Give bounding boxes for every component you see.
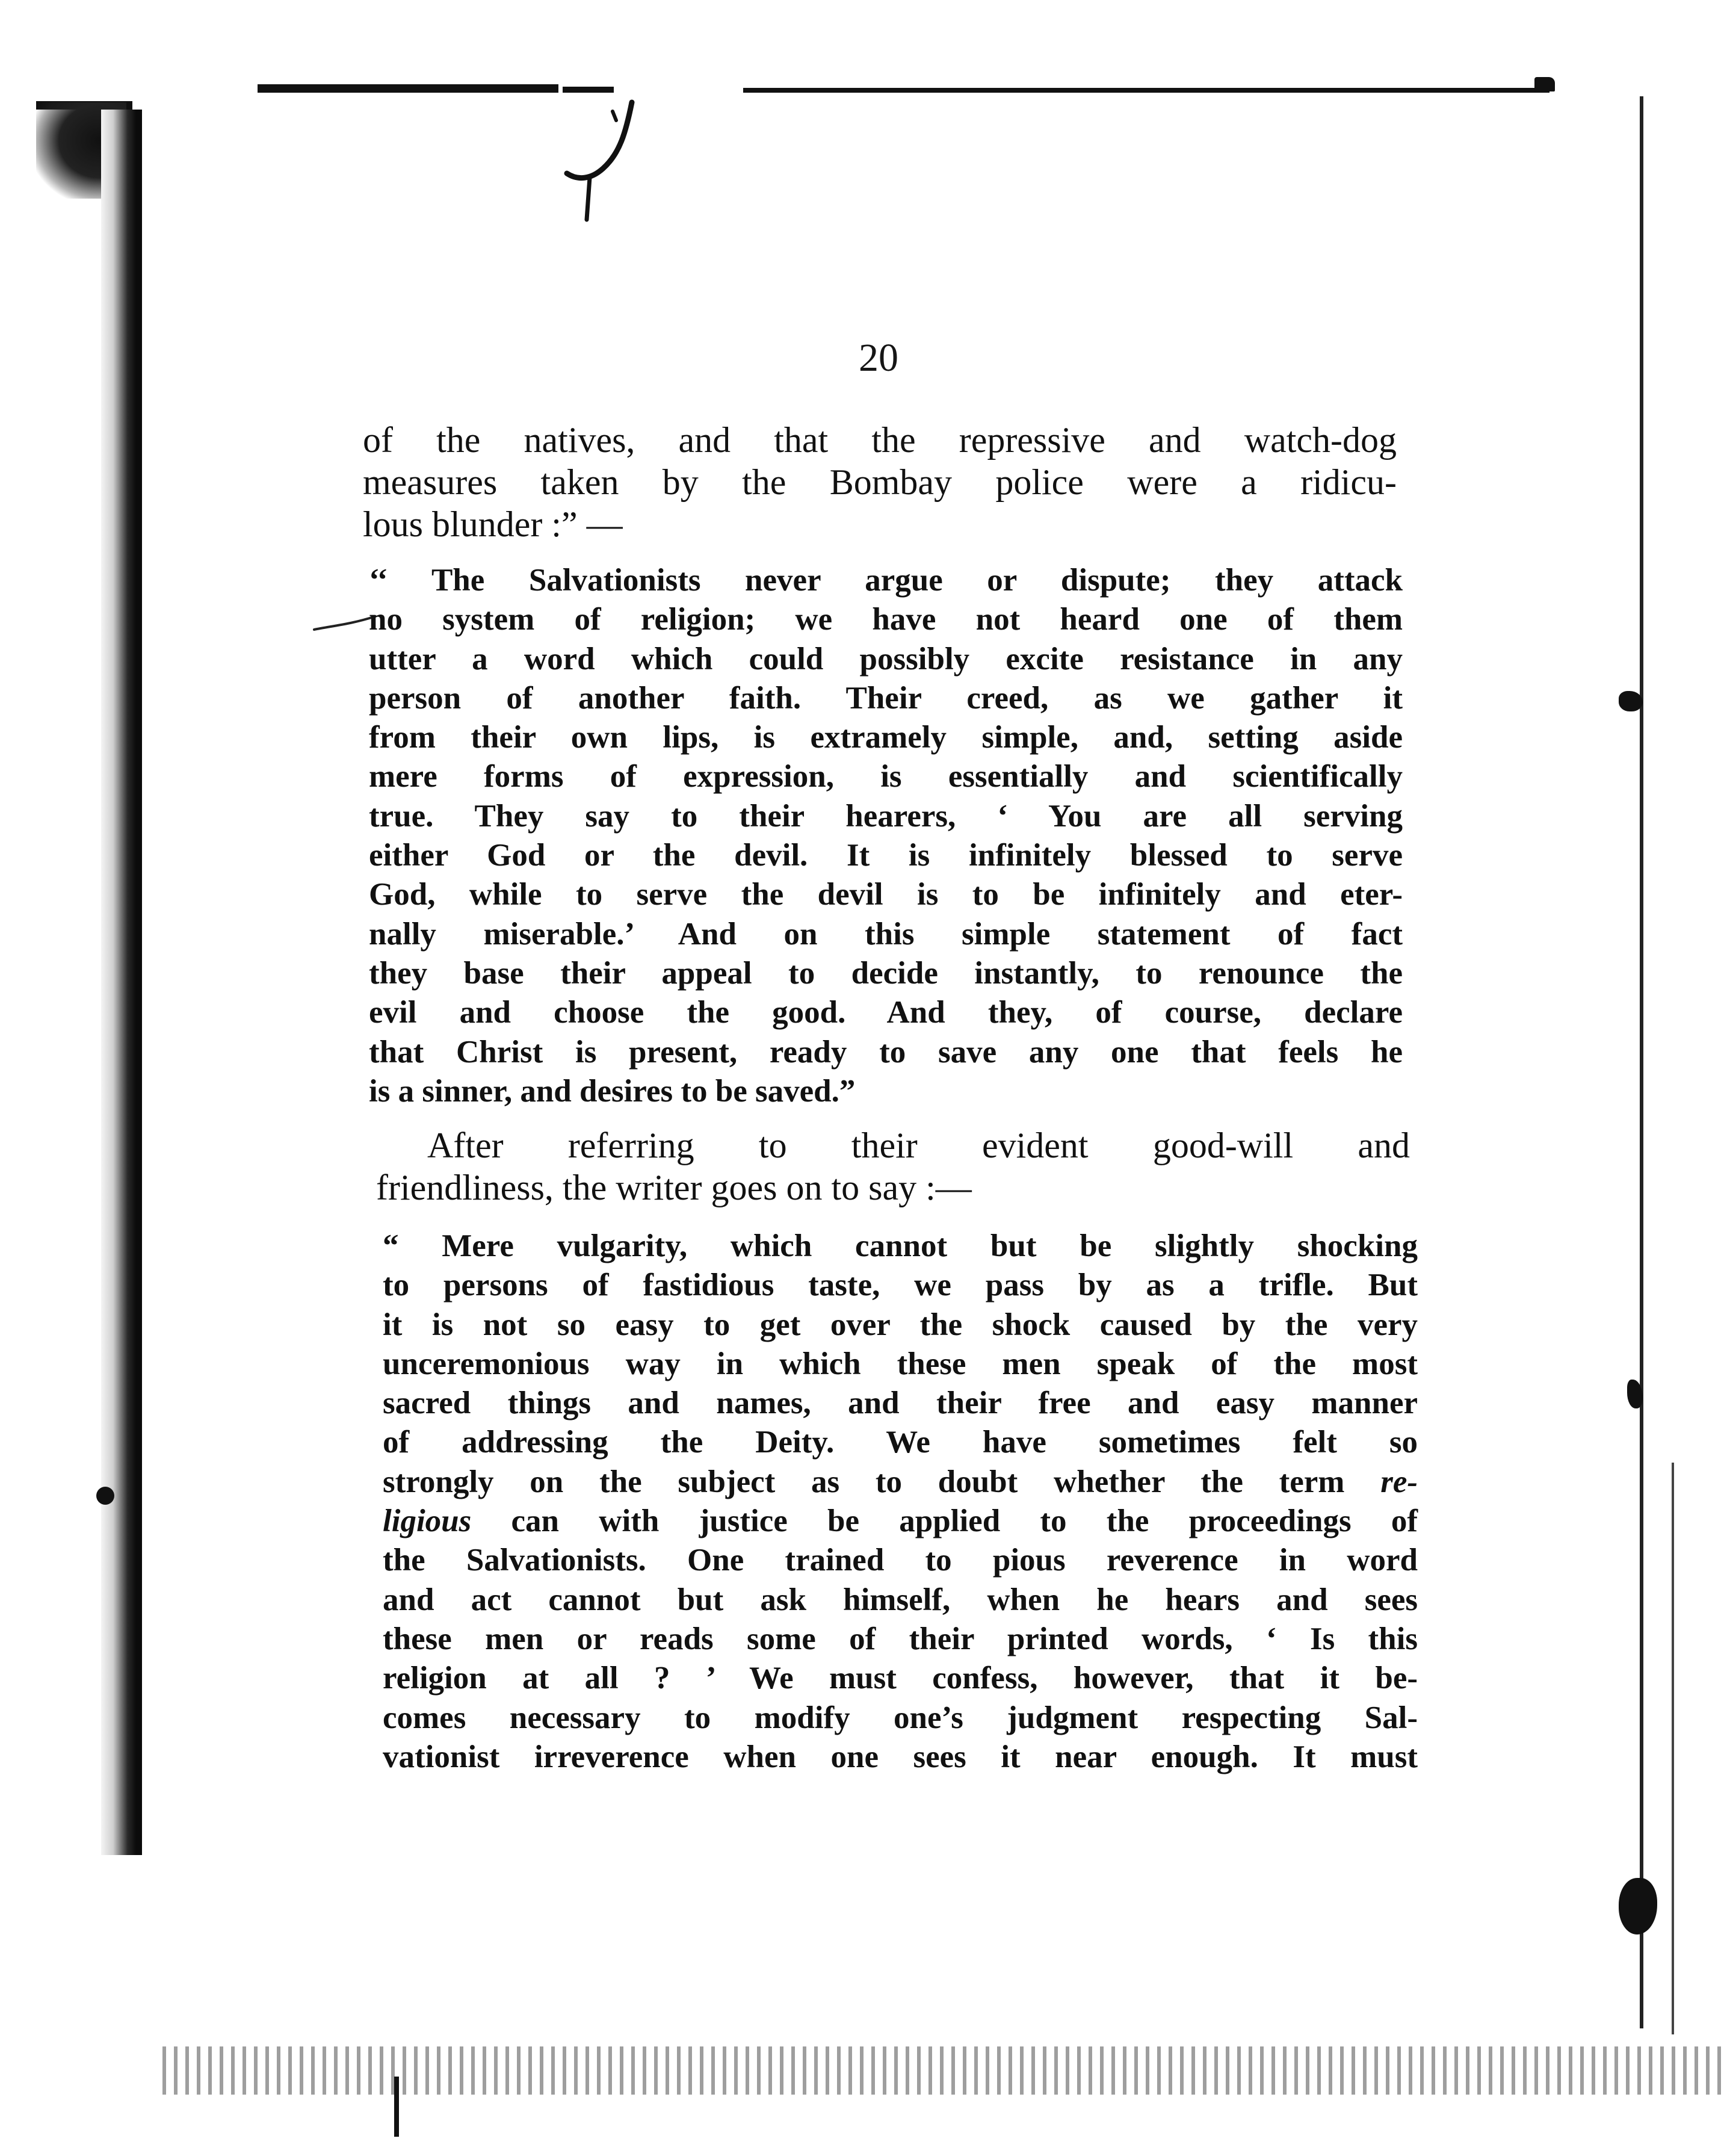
quote-line: is a sinner, and desires to be saved.” xyxy=(369,1073,856,1109)
quote-line: nally miserable.’ And on this simple statement of fact xyxy=(369,916,1403,952)
right-outer-edge-line xyxy=(1672,1463,1674,2034)
text-line: After referring to their evident good-will and xyxy=(427,1126,1410,1165)
text-line: measures taken by the Bombay police were a ridicu- xyxy=(363,462,1397,502)
quote-line: to persons of fastidious taste, we pass by as a trifle. But xyxy=(383,1268,1418,1303)
quote-line: comes necessary to modify one’s judgment respecting Sal- xyxy=(383,1700,1418,1735)
quote-line: sacred things and names, and their free and easy manner xyxy=(383,1386,1418,1421)
quote-line: either God or the devil. It is infinitely blessed to serve xyxy=(369,838,1403,873)
quote-line: religion at all ? ’ We must confess, however, that it be- xyxy=(383,1661,1418,1696)
handwritten-mark-icon xyxy=(554,96,644,223)
top-border-rule-end-blot xyxy=(1534,77,1555,91)
block-quote-salvationists-creed xyxy=(369,561,1403,1111)
top-border-rule xyxy=(258,84,558,93)
quote-line: true. They say to their hearers, ‘ You are all serving xyxy=(369,798,1403,834)
quote-line: it is not so easy to get over the shock caused by the very xyxy=(383,1307,1418,1342)
quote-line: “ Mere vulgarity, which cannot but be slightly shocking xyxy=(383,1228,1418,1263)
quote-line: they base their appeal to decide instantly, to renounce the xyxy=(369,955,1403,991)
quote-line: God, while to serve the devil is to be infinitely and eter- xyxy=(369,877,1403,912)
text-line: friendliness, the writer goes on to say :— xyxy=(376,1168,972,1207)
top-border-rule-right xyxy=(743,88,1549,93)
italic-word-religious-end: ligious xyxy=(383,1504,472,1539)
quote-line: evil and choose the good. And they, of course, declare xyxy=(369,995,1403,1030)
paragraph-after-referring xyxy=(376,1124,1410,1209)
quote-line: unceremonious way in which these men speak of the most xyxy=(383,1346,1418,1381)
quote-line xyxy=(383,1463,1418,1502)
top-border-rule-segment xyxy=(563,87,614,93)
quote-line: that Christ is present, ready to save any one that feels he xyxy=(369,1034,1403,1070)
book-spine-shadow xyxy=(101,110,142,1855)
paragraph-continuation xyxy=(363,419,1397,545)
quote-line: mere forms of expression, is essentially and scientifically xyxy=(369,759,1403,795)
quote-line-text: can with justice be applied to the proceedings of xyxy=(471,1504,1418,1539)
quote-line: vationist irreverence when one sees it near enough. It must xyxy=(383,1739,1418,1774)
quote-line: person of another faith. Their creed, as we gather it xyxy=(369,680,1403,716)
ink-spot-right-lower xyxy=(1619,1878,1657,1935)
quote-line xyxy=(383,1502,1418,1541)
text-line: lous blunder :” — xyxy=(363,504,623,544)
quote-line: no system of religion; we have not heard one of them xyxy=(369,602,1403,637)
text-line: of the natives, and that the repressive and watch-dog xyxy=(363,420,1397,460)
quote-line: ‘‘ The Salvationists never argue or dispute; they attack xyxy=(369,563,1403,598)
quote-line: the Salvationists. One trained to pious reverence in word xyxy=(383,1543,1418,1578)
quote-line: and act cannot but ask himself, when he hears and sees xyxy=(383,1582,1418,1617)
quote-line: these men or reads some of their printed words, ‘ Is this xyxy=(383,1621,1418,1656)
ink-spot-right-upper xyxy=(1619,691,1643,711)
right-page-edge-line xyxy=(1640,96,1643,2028)
quote-line: from their own lips, is extramely simple, and, setting aside xyxy=(369,720,1403,755)
italic-word-religious-start: re- xyxy=(1380,1464,1418,1499)
scan-mark-bottom xyxy=(394,2077,399,2137)
quote-line: of addressing the Deity. We have sometimes felt so xyxy=(383,1425,1418,1460)
quote-line: utter a word which could possibly excite resistance in any xyxy=(369,641,1403,677)
block-quote-mere-vulgarity xyxy=(383,1227,1418,1777)
ink-spot-left xyxy=(96,1487,114,1505)
quote-line-text: strongly on the subject as to doubt whether the term xyxy=(383,1464,1381,1499)
page-number: 20 xyxy=(859,336,898,380)
